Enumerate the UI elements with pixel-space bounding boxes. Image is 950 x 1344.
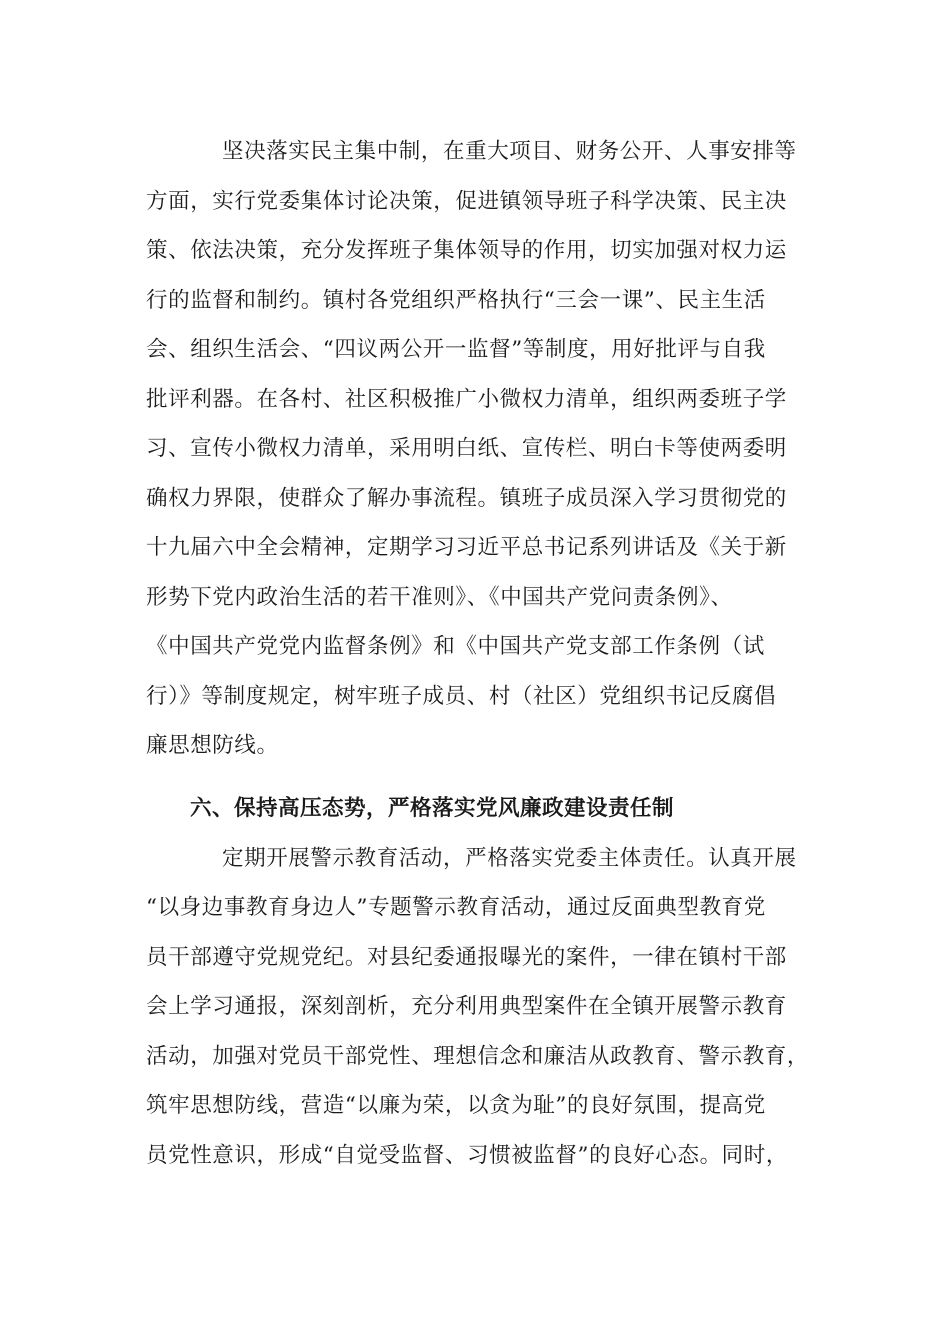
section-heading: 六、保持高压态势，严格落实党风廉政建设责任制: [190, 796, 675, 821]
paragraph-1-line-12: 行）》等制度规定，树牢班子成员、村（社区）党组织书记反腐倡: [146, 684, 777, 709]
paragraph-1-line-10: 形势下党内政治生活的若干准则》、《中国共产党问责条例》、: [146, 585, 733, 610]
paragraph-1-line-3: 策、依法决策，充分发挥班子集体领导的作用，切实加强对权力运: [146, 238, 787, 263]
paragraph-2-line-6: 筑牢思想防线，营造“以廉为荣，以贪为耻”的良好氛围，提高党: [146, 1093, 766, 1118]
paragraph-2-line-5: 活动，加强对党员干部党性、理想信念和廉洁从政教育、警示教育，: [146, 1044, 810, 1069]
paragraph-2-line-7: 员党性意识，形成“自觉受监督、习惯被监督”的良好心态。同时，: [146, 1143, 788, 1168]
paragraph-1-line-9: 十九届六中全会精神，定期学习习近平总书记系列讲话及《关于新: [146, 535, 787, 560]
paragraph-1-line-5: 会、组织生活会、“四议两公开一监督”等制度，用好批评与自我: [146, 337, 766, 362]
paragraph-1-line-11: 《中国共产党党内监督条例》和《中国共产党支部工作条例（试: [146, 634, 765, 659]
paragraph-2-line-2: “以身边事教育身边人”专题警示教育活动，通过反面典型教育党: [146, 895, 766, 920]
paragraph-2-line-4: 会上学习通报，深刻剖析，充分利用典型案件在全镇开展警示教育: [146, 994, 787, 1019]
paragraph-2-line-1: 定期开展警示教育活动，严格落实党委主体责任。认真开展: [222, 846, 797, 871]
paragraph-1-line-7: 习、宣传小微权力清单，采用明白纸、宣传栏、明白卡等使两委明: [146, 436, 787, 461]
paragraph-1-line-1: 坚决落实民主集中制，在重大项目、财务公开、人事安排等: [222, 139, 797, 164]
paragraph-1-line-6: 批评利器。在各村、社区积极推广小微权力清单，组织两委班子学: [146, 387, 787, 412]
paragraph-1-line-13: 廉思想防线。: [146, 733, 279, 758]
paragraph-2-line-3: 员干部遵守党规党纪。对县纪委通报曝光的案件，一律在镇村干部: [146, 945, 787, 970]
paragraph-1-line-4: 行的监督和制约。镇村各党组织严格执行“三会一课”、民主生活: [146, 288, 766, 313]
paragraph-1-line-2: 方面，实行党委集体讨论决策，促进镇领导班子科学决策、民主决: [146, 189, 787, 214]
paragraph-1-line-8: 确权力界限，使群众了解办事流程。镇班子成员深入学习贯彻党的: [146, 486, 787, 511]
